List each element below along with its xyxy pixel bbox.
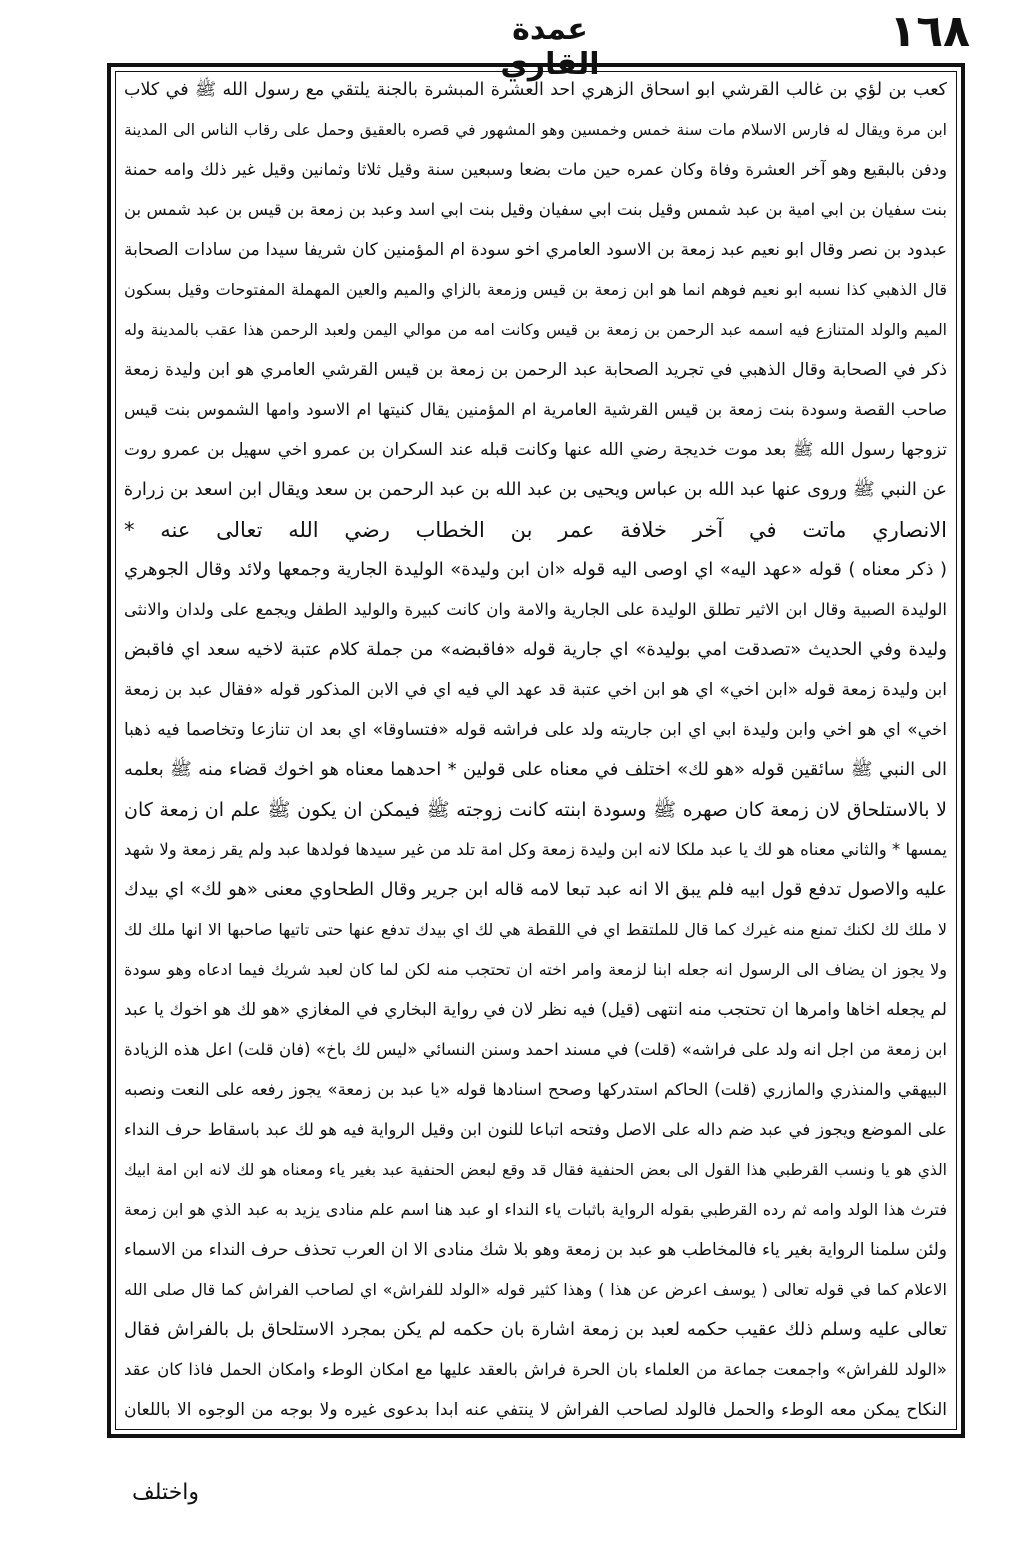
text-line: ولا يجوز ان يضاف الى الرسول انه جعله ابنا لزمعة وامر اخته ان تحتجب منه لكن لما كان لعبد شريك فيما ادعاه وهو سودة <box>124 960 947 979</box>
text-line: على الموضع ويجوز في عبد ضم داله على الاصل وفتحه اتباعا للنون ابن وقيل الرواية فيه هو لك عبد باسقاط حرف النداء <box>124 1120 947 1139</box>
main-text-block <box>124 70 947 1430</box>
text-line: صاحب القصة وسودة بنت زمعة بن قيس القرشية العامرية ام المؤمنين يقال كنيتها ام الاسود وامها الشموس بنت قيس <box>124 400 947 419</box>
text-line: الميم والولد المتنازع فيه اسمه عبد الرحمن بن زمعة بن قيس وكانت امه من موالي اليمن ولعبد الرحمن هذا عقب بالمدينة وله <box>124 321 947 339</box>
text-line: الذي هو يا ونسب القرطبي هذا القول الى بعض الحنفية فقال قد وقع لبعض الحنفية عبد بغير ياء ومعناه هو لك لانه ابن امة ابيك <box>124 1161 947 1179</box>
text-line: ولئن سلمنا الرواية بغير ياء فالمخاطب هو عبد بن زمعة وهو بلا شك منادى الا ان العرب تحذف حرف النداء من الاسماء <box>124 1240 947 1260</box>
text-line: ودفن بالبقيع وهو آخر العشرة وفاة وكان عمره حين مات بضعا وسبعين سنة وقيل ثلاثا وثمانين وقيل غير ذلك وامه حمنة <box>124 160 947 179</box>
text-line: اخي» اي هو اخي وابن وليدة ابي اي ابن جاريته ولد على فراشه قوله «فتساوقا» اي بعد ان تنازعا وتخاصما فيه ذهبا <box>124 720 947 740</box>
text-line: تعالى عليه وسلم ذلك عقيب حكمه لعبد بن زمعة اشارة بان حكمه لم يكن بمجرد الاستلحاق بل بالفراش فقال <box>124 1319 947 1340</box>
text-line: الاعلام كما في قوله تعالى ( يوسف اعرض عن هذا ) وهذا كثير قوله «الولد للفراش» اي لصاحب الفراش كما قال صلى الله <box>124 1280 947 1299</box>
text-line: لا ملك لك لكنك تمنع منه غيرك كما قال للملتقط اي في اللقطة هي لك اي بيدك تدفع عنها حتى تاتيها صاحبها الا انها ملك لك <box>124 920 947 939</box>
text-line: ابن وليدة زمعة قوله «ابن اخي» اي هو ابن اخي عتبة قد عهد الي فيه اي في الابن المذكور قوله «فقال عبد بن زمعة <box>124 680 947 700</box>
text-line: لم يجعله اخاها وامرها ان تحتجب منه انتهى (قيل) فيه نظر لان في رواية البخاري في المغازي «هو لك هو اخوك يا عبد <box>124 1000 947 1020</box>
text-line: عن النبي ﷺ وروى عنها عبد الله بن عباس ويحيى بن عبد الله بن عبد الرحمن بن سعد ويقال ابن اسعد بن زرارة <box>124 479 947 500</box>
text-line: لا بالاستلحاق لان زمعة كان صهره ﷺ وسودة ابنته كانت زوجته ﷺ فيمكن ان يكون ﷺ علم ان زمعة كان <box>124 799 947 821</box>
running-title: عمدة القاري <box>500 12 600 82</box>
text-line: ذكر في الصحابة وقال الذهبي في تجريد الصحابة عبد الرحمن بن زمعة بن قيس القرشي العامري هو ابن وليدة زمعة <box>124 360 947 380</box>
text-line: عبدود بن نصر وقال ابو نعيم عبد زمعة بن الاسود العامري اخو سودة ام المؤمنين كان شريفا سيدا من سادات الصحابة <box>124 240 947 260</box>
text-line: بنت سفيان بن ابي امية بن عبد شمس وقيل بنت ابي سفيان وقيل بنت ابي اسد وعبد بن زمعة بن قيس بن عبد شمس بن <box>124 200 947 219</box>
catchword: واختلف <box>132 1480 200 1505</box>
text-line: البيهقي والمنذري والمازري (قلت) الحاكم استدركها وصحح اسنادها قوله «يا عبد بن زمعة» يجوز رفعه على النعت ونصبه <box>124 1080 947 1099</box>
text-line: النكاح يمكن معه الوطء والحمل فالولد لصاحب الفراش لا ينتفي عنه ابدا بدعوى غيره ولا بوجه من الوجوه الا باللعان <box>124 1400 947 1420</box>
text-line: فترث هذا الولد وامه ثم رده القرطبي بقوله الرواية باثبات ياء النداء او عبد هنا اسم علم منادى يزيد به عبد الذي هو ابن زمعة <box>124 1200 947 1219</box>
text-line: الوليدة الصبية وقال ابن الاثير تطلق الوليدة على الجارية والامة وان كانت كبيرة والوليد الطفل ويجمع على ولدان والانثى <box>124 600 947 619</box>
text-line: وليدة وفي الحديث «تصدقت امي بوليدة» اي جارية قوله «فاقبضه» من جملة كلام عتبة لاخيه سعد اي فاقبض <box>124 639 947 660</box>
text-line: الانصاري ماتت في آخر خلافة عمر بن الخطاب رضي الله تعالى عنه * <box>124 518 947 542</box>
text-line: ابن مرة ويقال له فارس الاسلام مات سنة خمس وخمسين وهو المشهور في قصره بالعقيق وحمل على رقاب الناس الى المدينة <box>124 121 947 139</box>
text-line: عليه والاصول تدفع قول ابيه فلم يبق الا انه عبد تبعا لامه قاله ابن جرير وقال الطحاوي معنى «هو لك» اي بيدك <box>124 879 947 900</box>
text-line: ابن زمعة من اجل انه ولد على فراشه» (قلت) في مسند احمد وسنن النسائي «ليس لك باخ» (فان قلت) اعل هذه الزيادة <box>124 1040 947 1059</box>
text-line: كعب بن لؤي بن غالب القرشي ابو اسحاق الزهري احد العشرة المبشرة بالجنة يلتقي مع رسول الله ﷺ في كلاب <box>124 80 947 100</box>
text-line: قال الذهبي كذا نسبه ابو نعيم فوهم انما هو ابن زمعة بن قيس وزمعة بالزاي والميم والعين المهملة المفتوحات وقيل بسكون <box>124 280 947 299</box>
text-line: الى النبي ﷺ سائقين قوله «هو لك» اختلف في معناه على قولين * احدهما معناه هو اخوك قضاء منه ﷺ بعلمه <box>124 759 947 780</box>
text-line: ( ذكر معناه ) قوله «عهد اليه» اي اوصى اليه قوله «ان ابن وليدة» الوليدة الجارية وجمعها ولائد وقال الجوهري <box>124 559 947 580</box>
page-number: ١٦٨ <box>889 6 970 57</box>
running-head <box>90 6 970 82</box>
text-line: يمسها * والثاني معناه هو لك يا عبد ملكا لانه ابن وليدة زمعة وكل امة تلد من غير سيدها فولدها عبد ولم يقر زمعة ولا شهد <box>124 840 947 859</box>
text-line: «الولد للفراش» واجمعت جماعة من العلماء بان الحرة فراش بالعقد عليها مع امكان الوطء وامكان الحمل فاذا كان عقد <box>124 1360 947 1379</box>
text-line: تزوجها رسول الله ﷺ بعد موت خديجة رضي الله عنها وكانت قبله عند السكران بن عمرو اخي سهيل بن عمرو روت <box>124 440 947 460</box>
